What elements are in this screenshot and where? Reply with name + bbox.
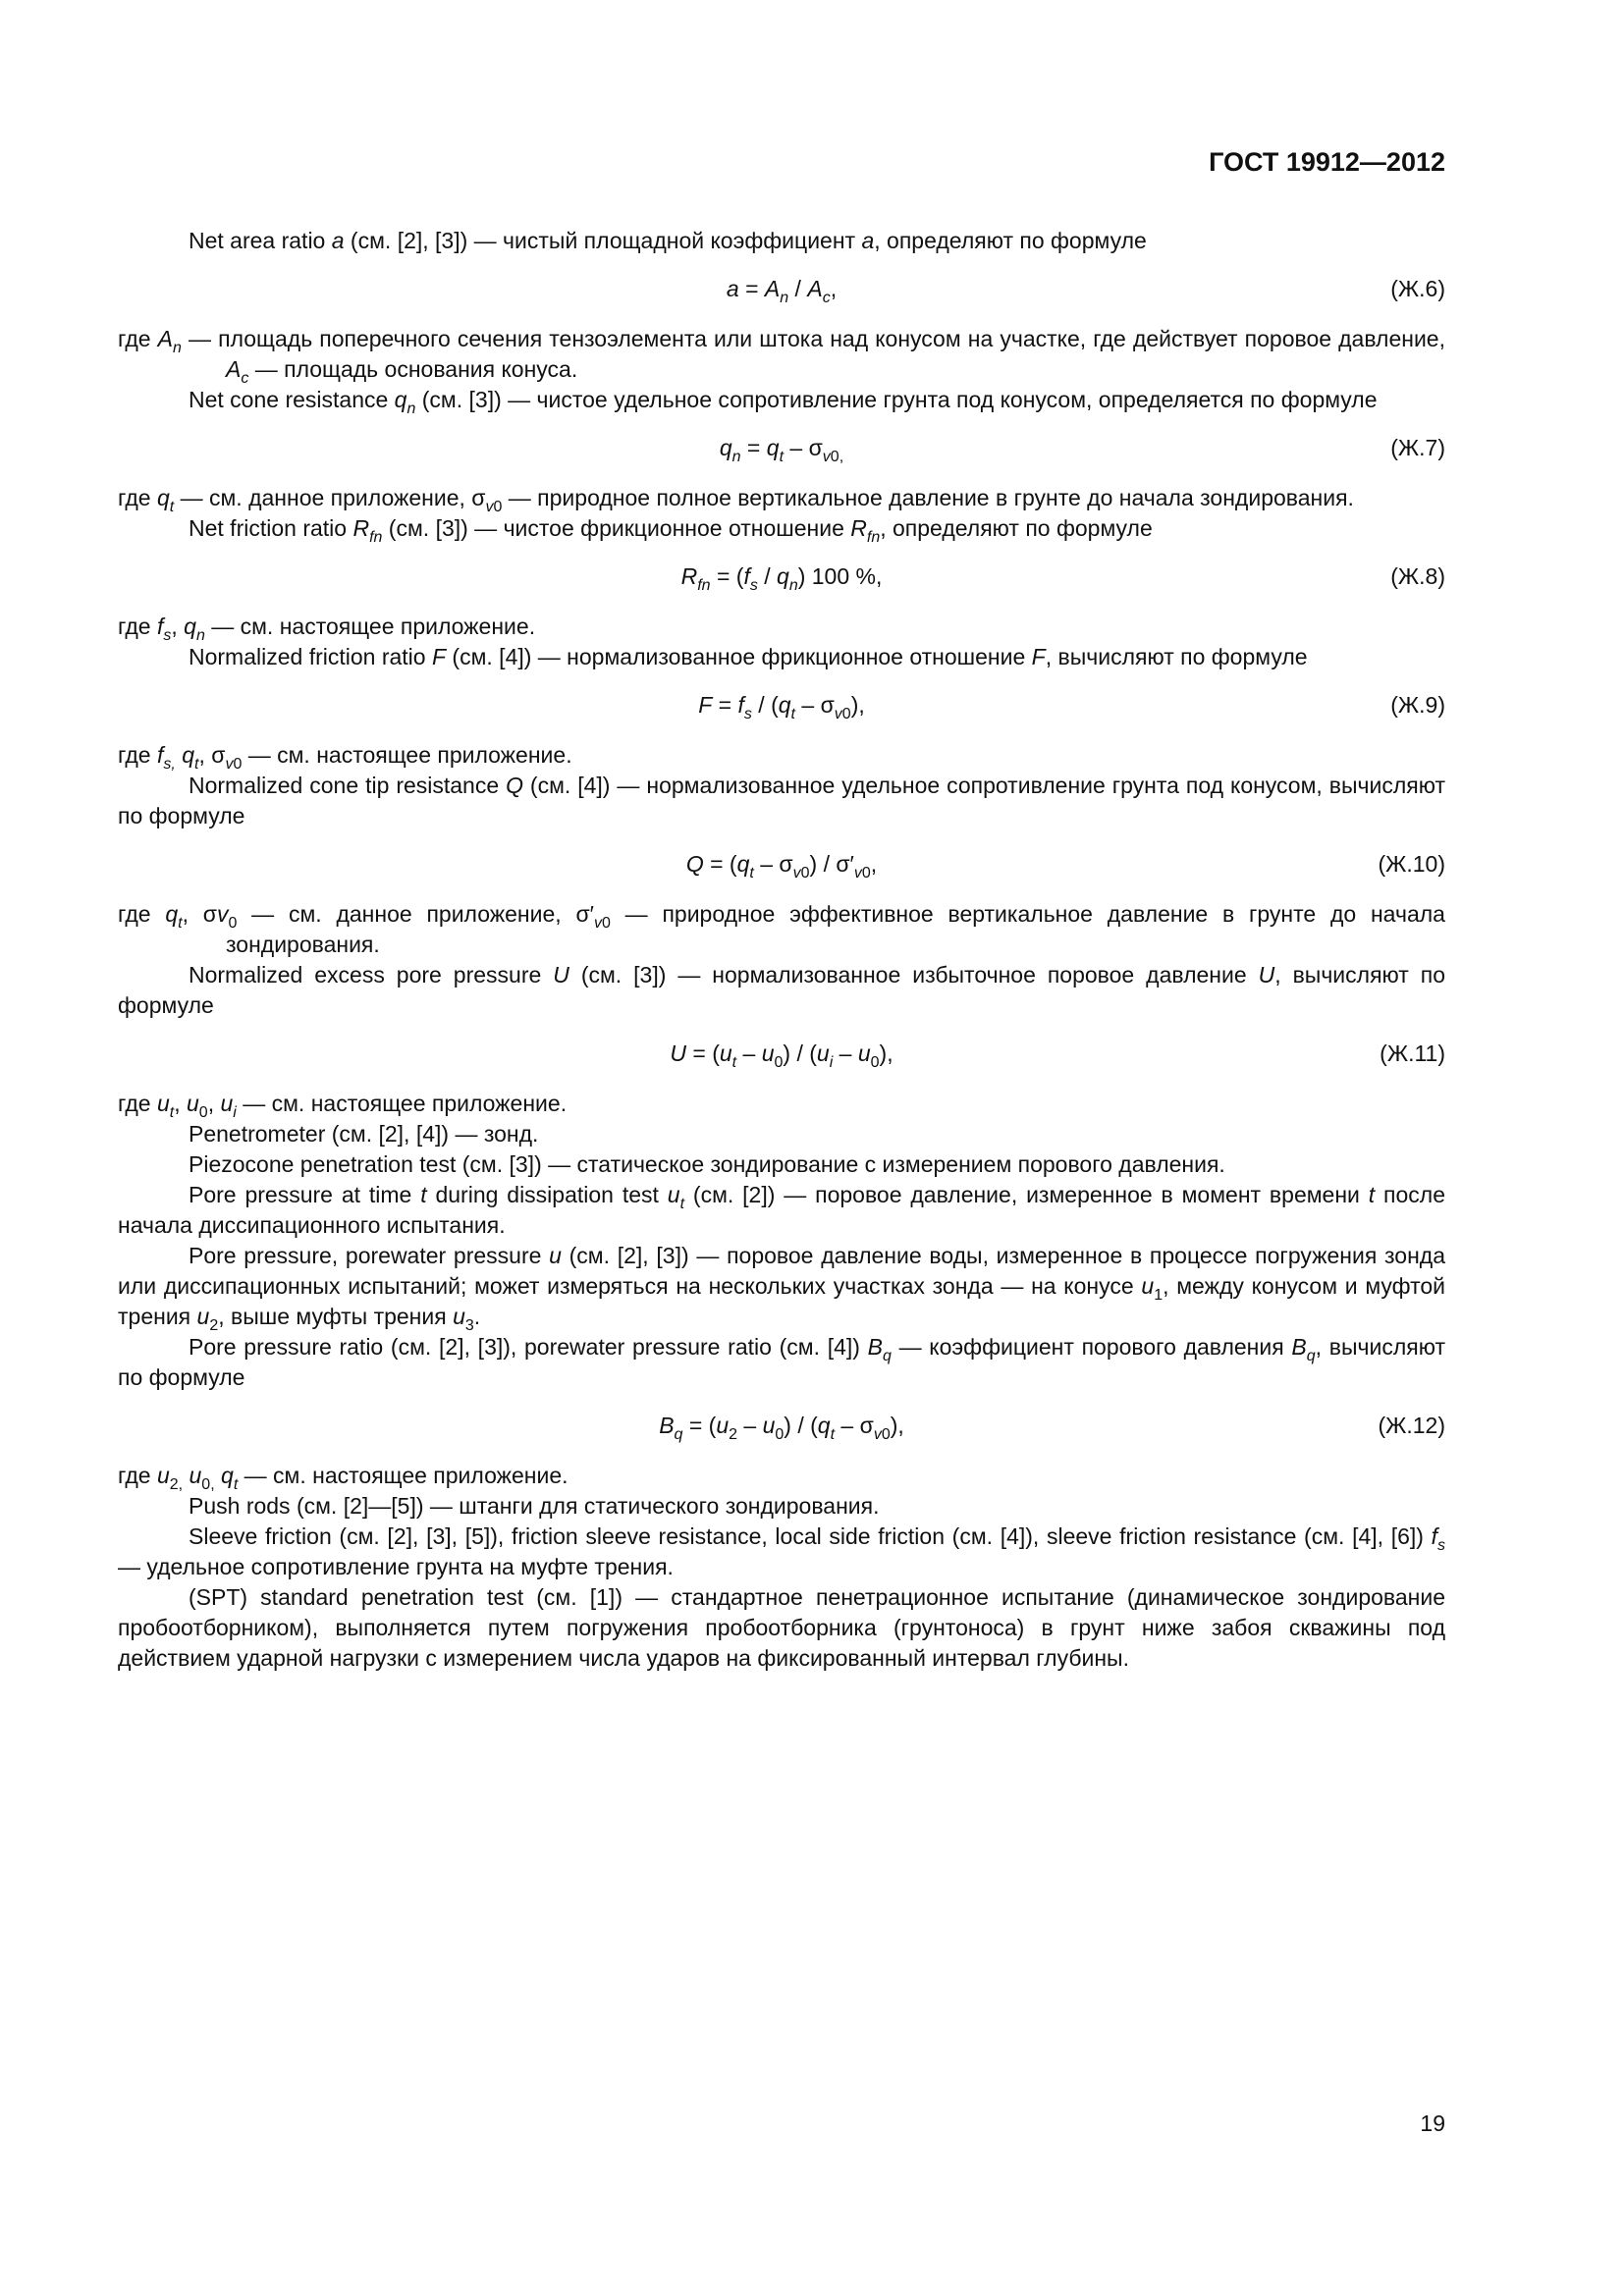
paragraph-where-fs-qn: где $f_s$, $q_n$ — см. настоящее приложение. xyxy=(118,614,536,644)
formula-zh7: $q_n = q_t - \sigma_{v0,}$ (Ж.7) xyxy=(719,435,1445,465)
paragraph-piezocone: Piezocone penetration test (см. [3]) — статическое зондирование с измерением порового давления. xyxy=(189,1151,1225,1177)
paragraph-push-rods: Push rods (см. [2]—[5]) — штанги для статического зондирования. xyxy=(189,1493,880,1519)
paragraph-where-ut-u0-ui: где $u_t$, $u_0$, $u_i$ — см. настоящее приложение. xyxy=(118,1091,568,1121)
doc-header-id: ГОСТ 19912—2012 xyxy=(1209,147,1445,177)
paragraph-sleeve-friction: Sleeve friction (см. [2], [3], [5]), friction sleeve resistance, local side friction (см. [4]), sleeve friction resistance (см. [4], [6]) $f_s$ — удельное сопротивление грунта на муфте трения. xyxy=(118,1523,1445,1579)
paragraph-where-qt-sv0: где $q_t$, $\sigma v_0$ — см. данное приложение, $\sigma'_{v0}$ — природное эффективное вертикальное давление в грунте до начала зондирования. xyxy=(118,901,1445,957)
paragraph-pore-pressure: Pore pressure, porewater pressure u (см. [2], [3]) — поровое давление воды, измеренное в процессе погружения зонда или диссипационных испытаний; может измеряться на нескольких участках зонда — на конусе $u_1$, между конусом и муфтой трения $u_2$, выше муфты трения $u_3$. xyxy=(118,1243,1446,1334)
page-number: 19 xyxy=(1420,2110,1445,2136)
paragraph-where-u2-u0-qt: где $u_{2,}$ $u_{0,}$ $q_t$ — см. настоящее приложение. xyxy=(118,1463,568,1493)
paragraph-where-fs-qt-sv0: где $f_{s,}$ $q_t$, $\sigma_{v0}$ — см. настоящее приложение. xyxy=(118,742,572,773)
paragraph-normalized-excess-pore-pressure: Normalized excess pore pressure U (см. [3]) — нормализованное избыточное поровое давление U, вычисляют по формуле xyxy=(118,962,1446,1018)
formula-number: (Ж.6) xyxy=(1390,276,1445,301)
paragraph-pore-pressure-ratio: Pore pressure ratio (см. [2], [3]), porewater pressure ratio (см. [4]) $B_q$ — коэффициент порового давления $B_q$, вычисляют по формуле xyxy=(118,1334,1445,1390)
formula-number: (Ж.8) xyxy=(1390,563,1445,589)
formula-number: (Ж.12) xyxy=(1378,1413,1445,1438)
formula-zh12: $B_q = (u_2 - u_0) / (q_t - \sigma_{v0})$, (Ж.12) xyxy=(659,1413,1445,1443)
formula-number: (Ж.9) xyxy=(1390,692,1445,718)
paragraph-normalized-cone-tip-resistance: Normalized cone tip resistance Q (см. [4]) — нормализованное удельное сопротивление грунта под конусом, вычисляют по формуле xyxy=(118,773,1445,828)
paragraph-normalized-friction-ratio: Normalized friction ratio F (см. [4]) — нормализованное фрикционное отношение F, вычисляют по формуле xyxy=(189,644,1308,669)
paragraph-where-qt: где $q_t$ — см. данное приложение, $\sigma_{v0}$ — природное полное вертикальное давление в грунте до начала зондирования. xyxy=(118,485,1354,515)
paragraph-net-friction-ratio: Net friction ratio $R_{fn}$ (см. [3]) — чистое фрикционное отношение $R_{fn}$, определяют по формуле xyxy=(189,515,1153,546)
formula-zh10: $Q = (q_t - \sigma_{v0}) / \sigma'_{v0}$, (Ж.10) xyxy=(685,851,1445,881)
formula-zh8: $R_{fn} = (f_s / q_n)$ 100 %, (Ж.8) xyxy=(680,563,1445,594)
formula-zh6: $a = A_n / A_c$, (Ж.6) xyxy=(726,276,1445,306)
paragraph-where-an: где $A_n$ — площадь поперечного сечения тензоэлемента или штока над конусом на участке, где действует поровое давление, $A_c$ — площадь основания конуса. xyxy=(118,326,1445,387)
formula-number: (Ж.10) xyxy=(1378,851,1445,877)
formula-zh9: $F = f_s / (q_t - \sigma_{v0})$, (Ж.9) xyxy=(698,692,1445,722)
paragraph-pore-pressure-at-time: Pore pressure at time t during dissipation test $u_t$ (см. [2]) — поровое давление, измеренное в момент времени t после начала диссипационного испытания. xyxy=(118,1182,1445,1238)
paragraph-spt: (SPT) standard penetration test (см. [1]) — стандартное пенетрационное испытание (динамическое зондирование пробоотборником), выполняется путем погружения пробоотборника (грунтоноса) в грунт ниже забоя скважины под действием ударной нагрузки с измерением числа ударов на фиксированный интервал глубины. xyxy=(118,1584,1445,1671)
paragraph-penetrometer: Penetrometer (см. [2], [4]) — зонд. xyxy=(189,1121,539,1147)
formula-zh11: $U = (u_t - u_0) / (u_i - u_0)$, (Ж.11) xyxy=(670,1041,1445,1071)
formula-number: (Ж.11) xyxy=(1380,1041,1445,1066)
paragraph-net-cone-resistance: Net cone resistance $q_n$ (см. [3]) — чистое удельное сопротивление грунта под конусом, определяется по формуле xyxy=(189,387,1378,417)
formula-number: (Ж.7) xyxy=(1390,435,1445,460)
document-body xyxy=(118,226,1445,1674)
paragraph-net-area-ratio: Net area ratio a (см. [2], [3]) — чистый площадной коэффициент a, определяют по формуле xyxy=(189,228,1147,253)
